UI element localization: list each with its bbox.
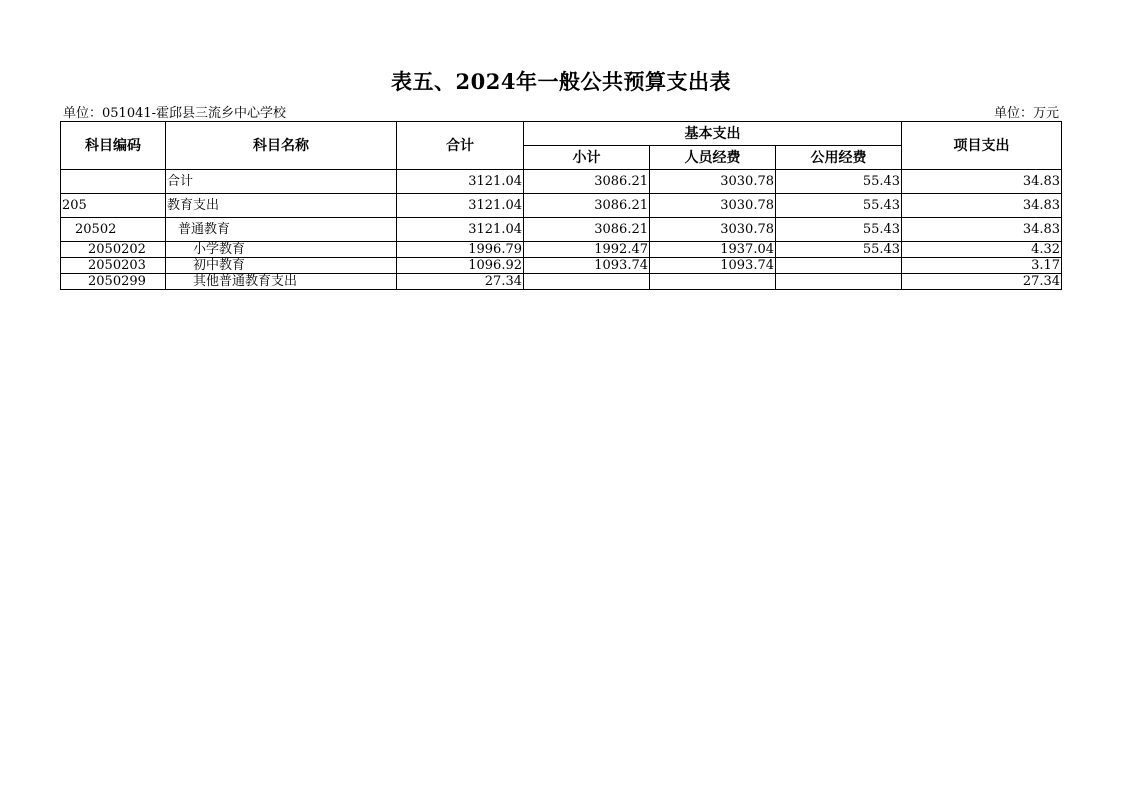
cell-total: 1996.79 <box>397 242 524 258</box>
table-row <box>61 274 1062 290</box>
cell-total: 3121.04 <box>397 194 524 218</box>
cell-subtotal: 3086.21 <box>524 170 650 194</box>
cell-name: 小学教育 <box>166 242 397 258</box>
cell-public: 55.43 <box>776 242 902 258</box>
cell-personnel: 3030.78 <box>650 218 776 242</box>
cell-subtotal: 3086.21 <box>524 194 650 218</box>
cell-code <box>61 170 166 194</box>
header-total: 合计 <box>397 122 524 170</box>
cell-public <box>776 274 902 290</box>
cell-public: 55.43 <box>776 194 902 218</box>
cell-code: 2050203 <box>61 258 166 274</box>
cell-project: 27.34 <box>902 274 1062 290</box>
cell-public <box>776 258 902 274</box>
cell-public: 55.43 <box>776 218 902 242</box>
header-public: 公用经费 <box>776 146 902 170</box>
table-row <box>61 242 1062 258</box>
cell-code: 2050202 <box>61 242 166 258</box>
cell-total: 3121.04 <box>397 218 524 242</box>
cell-total: 27.34 <box>397 274 524 290</box>
cell-subtotal: 1093.74 <box>524 258 650 274</box>
table-row <box>61 218 1062 242</box>
unit-organization: 单位：051041-霍邱县三流乡中心学校 <box>63 106 287 121</box>
cell-total: 1096.92 <box>397 258 524 274</box>
header-project: 项目支出 <box>902 122 1062 170</box>
header-name: 科目名称 <box>166 122 397 170</box>
cell-project: 3.17 <box>902 258 1062 274</box>
table-row <box>61 258 1062 274</box>
page-title: 表五、2024年一般公共预算支出表 <box>391 69 731 94</box>
header-code: 科目编码 <box>61 122 166 170</box>
cell-personnel: 1937.04 <box>650 242 776 258</box>
cell-personnel: 1093.74 <box>650 258 776 274</box>
cell-subtotal: 3086.21 <box>524 218 650 242</box>
table-row <box>61 194 1062 218</box>
cell-subtotal: 1992.47 <box>524 242 650 258</box>
cell-code: 20502 <box>61 218 166 242</box>
cell-name: 教育支出 <box>166 194 397 218</box>
cell-total: 3121.04 <box>397 170 524 194</box>
budget-table <box>60 121 1062 290</box>
unit-currency: 单位：万元 <box>993 106 1059 121</box>
cell-personnel: 3030.78 <box>650 194 776 218</box>
cell-project: 34.83 <box>902 218 1062 242</box>
header-basic: 基本支出 <box>524 122 902 146</box>
header-subtotal: 小计 <box>524 146 650 170</box>
cell-personnel <box>650 274 776 290</box>
table-row <box>61 170 1062 194</box>
cell-code: 205 <box>61 194 166 218</box>
header-personnel: 人员经费 <box>650 146 776 170</box>
cell-name: 普通教育 <box>166 218 397 242</box>
cell-public: 55.43 <box>776 170 902 194</box>
cell-project: 4.32 <box>902 242 1062 258</box>
cell-name: 初中教育 <box>166 258 397 274</box>
cell-name: 其他普通教育支出 <box>166 274 397 290</box>
cell-project: 34.83 <box>902 194 1062 218</box>
cell-name: 合计 <box>166 170 397 194</box>
cell-subtotal <box>524 274 650 290</box>
cell-personnel: 3030.78 <box>650 170 776 194</box>
cell-project: 34.83 <box>902 170 1062 194</box>
cell-code: 2050299 <box>61 274 166 290</box>
